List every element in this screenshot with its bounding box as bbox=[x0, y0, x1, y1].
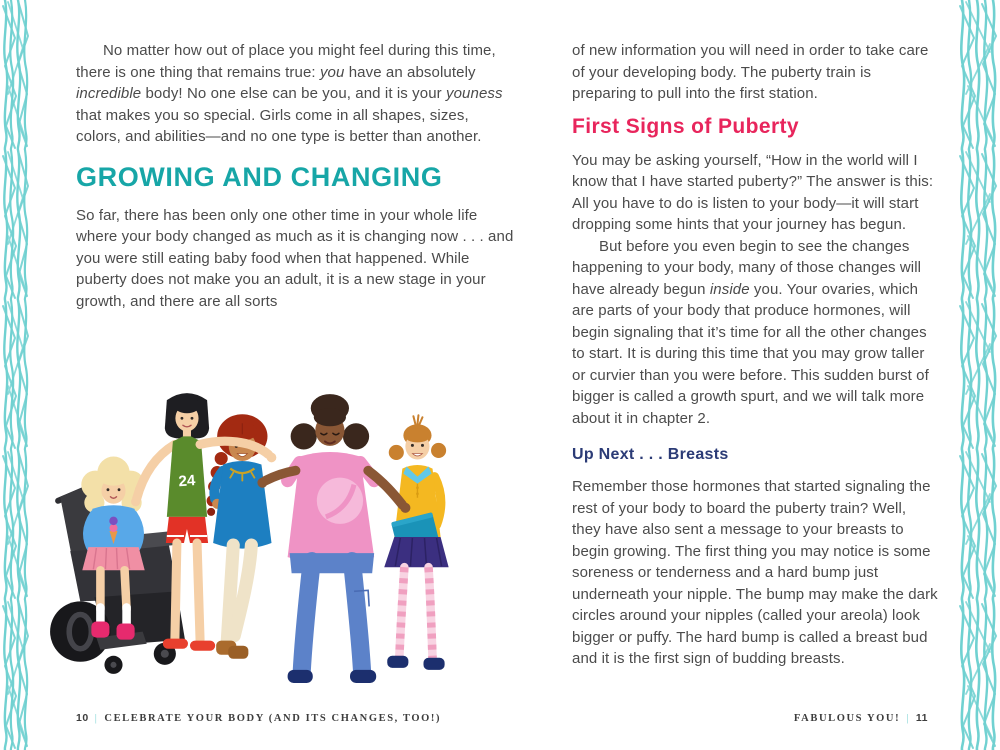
footer-divider: | bbox=[906, 713, 910, 724]
five-girls-illustration bbox=[36, 384, 504, 688]
section-heading-first-signs: First Signs of Puberty bbox=[572, 114, 799, 138]
subheading-up-next-breasts: Up Next . . . Breasts bbox=[572, 446, 729, 463]
running-chapter-title: FABULOUS YOU! bbox=[793, 713, 901, 724]
left-page-footer bbox=[76, 712, 441, 724]
girl-yellow-top bbox=[384, 415, 448, 670]
left-border-scribble-pattern bbox=[0, 0, 30, 750]
right-paragraph-1: of new information you will need in order to take care of your developing body. The puberty train is preparing to pull into the first station. bbox=[572, 42, 929, 102]
right-border-scribble-pattern bbox=[956, 0, 1000, 750]
italic-word: inside bbox=[709, 280, 750, 298]
right-page-number: 11 bbox=[915, 712, 928, 724]
right-page bbox=[572, 40, 938, 670]
left-page bbox=[76, 40, 514, 312]
girl-pink-tee bbox=[257, 394, 376, 683]
hand bbox=[400, 503, 410, 513]
paragraph-text: body! No one else can be you, and it is your bbox=[141, 85, 447, 102]
paragraph-text: No matter how out of place you might feel during this time, there is one thing that remains true: bbox=[76, 42, 496, 81]
left-page-number: 10 bbox=[76, 712, 89, 724]
italic-word: incredible bbox=[76, 85, 142, 102]
jersey-number: 24 bbox=[178, 472, 196, 491]
left-paragraph-1 bbox=[76, 40, 514, 148]
right-page-footer bbox=[794, 712, 928, 724]
italic-word: you bbox=[319, 63, 345, 81]
left-paragraph-2: So far, there has been only one other time in your whole life where your body changed as much as it is changing now . . . and you were still eating baby food when that happened. While puberty does not make you an adult, it is a new stage in your growth, and there are all sorts bbox=[76, 206, 514, 310]
right-paragraph-4: Remember those hormones that started signaling the rest of your body to board the puberty train? Well, they have also sent a message to your breasts to begin growing. The first thing you may notice is some soreness or tenderness and a hard bump just underneath your nipple. The bump may make the dark circles around your nipples (called your areola) look bigger or puffy. The hard bump is called a breast bud and it is the first sign of budding breasts. bbox=[572, 478, 938, 667]
section-heading-growing-and-changing: GROWING AND CHANGING bbox=[76, 161, 443, 192]
hand bbox=[267, 453, 277, 463]
paragraph-text: But before you even begin to see the changes happening to your body, many of those changes will have already begun bbox=[572, 237, 922, 298]
running-book-title: CELEBRATE YOUR BODY (AND ITS CHANGES, TOO!) bbox=[104, 713, 442, 724]
paragraph-text: that makes you so special. Girls come in all shapes, sizes, colors, and abilities—and no one type is better than another. bbox=[76, 106, 482, 145]
paragraph-text: you. Your ovaries, which are parts of your body that produce hormones, will begin signaling that it’s time for all the other changes to start. It is during this time that you may grow taller or curvier than you were before. This sudden burst of bigger is called a growth spurt, and we will talk more about it in chapter 2. bbox=[572, 280, 929, 427]
footer-divider: | bbox=[94, 713, 99, 724]
right-paragraph-2: You may be asking yourself, “How in the world will I know that I have started puberty?” The answer is this: All you have to do is listen to your body—it will start dropping some hints that your journey has begun. bbox=[572, 151, 934, 233]
italic-word: youness bbox=[446, 85, 503, 102]
paragraph-text: have an absolutely bbox=[344, 63, 476, 81]
right-paragraph-3 bbox=[572, 236, 938, 430]
arm-around-friend bbox=[368, 471, 402, 505]
